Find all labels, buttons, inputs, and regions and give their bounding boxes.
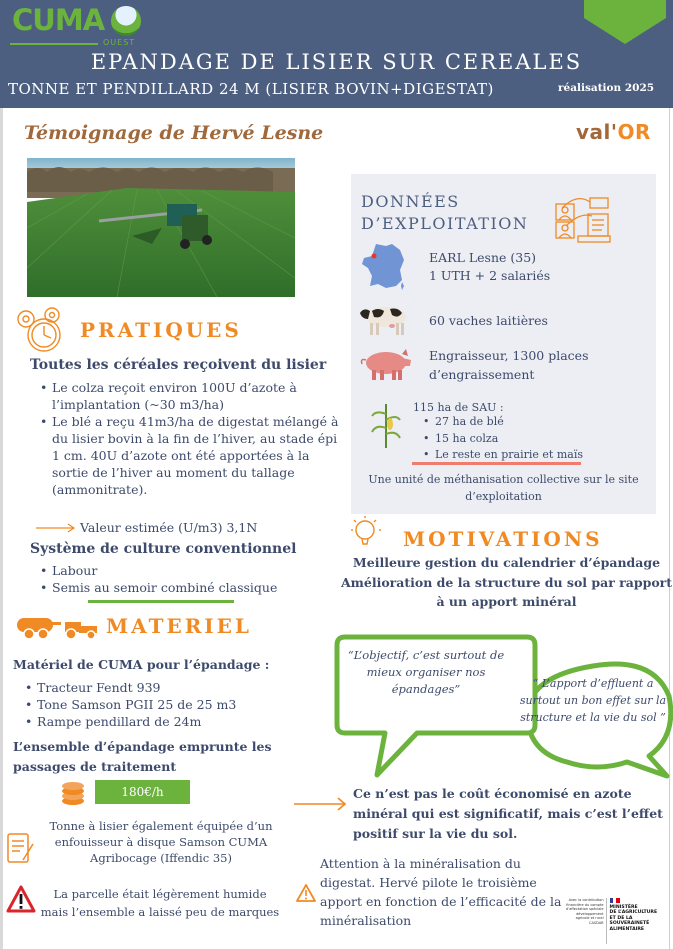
cuma-logo-text: CUMA bbox=[12, 3, 105, 37]
section-title-materiel: MATERIEL bbox=[106, 614, 252, 638]
cout-note: Ce n’est pas le coût économisé en azote minéral qui est significatif, mais c’est l’effet positif sur la vie du sol. bbox=[353, 786, 663, 841]
materiel-lead: Matériel de CUMA pour l’épandage : bbox=[13, 657, 270, 672]
arrow-right-icon bbox=[294, 797, 346, 811]
field-photo bbox=[27, 158, 295, 297]
list-item: • Tracteur Fendt 939 bbox=[25, 679, 236, 696]
ministere-logo bbox=[565, 898, 673, 944]
cuma-logo-subtext: OUEST bbox=[103, 38, 136, 47]
farm-plan-icon bbox=[554, 184, 614, 244]
lightbulb-icon bbox=[350, 514, 384, 548]
document-pencil-icon bbox=[6, 832, 36, 866]
list-item: • 15 ha colza bbox=[423, 431, 583, 448]
methanisation-note: Une unité de méthanisation collective sur le site d’exploitation bbox=[368, 473, 639, 503]
realisation-year: réalisation 2025 bbox=[558, 82, 655, 94]
list-item: • Rampe pendillard de 24m bbox=[25, 713, 236, 730]
page-edge-left bbox=[0, 108, 3, 949]
quote-bubble-2: “ L’apport d’effluent a surtout un bon effet sur la structure et la vie du sol ” bbox=[519, 677, 667, 724]
section-title-pratiques: PRATIQUES bbox=[80, 318, 242, 342]
sau-list bbox=[423, 414, 583, 464]
donnees-title bbox=[361, 191, 528, 235]
ministere-line: ALIMENTAIRE bbox=[609, 926, 645, 932]
pratiques-list bbox=[40, 379, 340, 498]
section-title-motivations: MOTIVATIONS bbox=[403, 527, 603, 551]
valeur-text: Valeur estimée (U/m3) 3,1N bbox=[80, 520, 258, 535]
motivation-2: Amélioration de la structure du sol par rapport à un apport minéral bbox=[340, 574, 673, 609]
logo-divider bbox=[10, 43, 98, 45]
quote-bubble-1: “L’objectif, c’est surtout de mieux organiser nos épandages” bbox=[347, 648, 505, 696]
list-item: • Tone Samson PGII 25 de 25 m3 bbox=[25, 696, 236, 713]
engraisseur-info bbox=[429, 346, 588, 384]
arrow-right-icon bbox=[36, 523, 76, 533]
donnees-title-line2: D’EXPLOITATION bbox=[361, 214, 529, 233]
corner-chevron-icon bbox=[584, 0, 666, 44]
cuma-logo-globe-icon bbox=[111, 6, 141, 36]
engraisseur-line1: Engraisseur, 1300 places bbox=[429, 348, 589, 363]
gears-clock-icon bbox=[14, 305, 66, 355]
earl-uth: 1 UTH + 2 salariés bbox=[429, 268, 551, 283]
pratiques-lead: Toutes les céréales reçoivent du lisier bbox=[30, 357, 327, 373]
earl-info bbox=[429, 249, 550, 285]
systeme-title: Système de culture conventionnel bbox=[30, 541, 297, 557]
engraisseur-line2: d’engraissement bbox=[429, 367, 535, 382]
warning-icon bbox=[295, 883, 317, 903]
tonne-note: Tonne à lisier également équipée d’un enfouisseur à disque Samson CUMA Agribocage (Iffendic 35) bbox=[49, 819, 273, 865]
materiel-list bbox=[25, 679, 236, 730]
earl-name: EARL Lesne (35) bbox=[429, 250, 537, 265]
systeme-list bbox=[40, 562, 277, 596]
vaches-info: 60 vaches laitières bbox=[429, 313, 548, 328]
list-item: • Le colza reçoit environ 100U d’azote à l’implantation (~30 m3/ha) bbox=[40, 379, 340, 413]
list-item: • 27 ha de blé bbox=[423, 414, 583, 431]
pig-icon bbox=[358, 346, 414, 382]
valor-logo-a: val' bbox=[576, 120, 618, 144]
funding-text: Avec la contribution financière du compte d’affectation spéciale développement agricole et rural CASDAR bbox=[565, 898, 607, 944]
list-item: • Labour bbox=[40, 562, 277, 579]
valeur-row bbox=[36, 519, 257, 536]
corn-plant-icon bbox=[370, 402, 402, 448]
french-flag-icon bbox=[610, 898, 620, 903]
motivation-1: Meilleure gestion du calendrier d’épandage bbox=[352, 555, 661, 570]
tractor-tanker-icon bbox=[15, 614, 100, 640]
motivations-text bbox=[340, 553, 673, 612]
ministere-line: ET DE LA SOUVERAINETÉ bbox=[609, 915, 650, 927]
france-map-icon bbox=[362, 240, 406, 292]
sau-title: 115 ha de SAU : bbox=[413, 401, 504, 414]
page-subtitle: TONNE ET PENDILLARD 24 M (LISIER BOVIN+DIGESTAT) bbox=[8, 80, 494, 98]
testimony-title: Témoignage de Hervé Lesne bbox=[24, 122, 324, 144]
list-item: • Le reste en prairie et maïs bbox=[423, 447, 583, 464]
list-item: • Le blé a reçu 41m3/ha de digestat mélangé à du lisier bovin à la fin de l’hiver, au stade épi 1 cm. 40U d’azote ont été apportées à la sortie de l’hiver au moment du tallage (ammonitrate). bbox=[40, 413, 340, 498]
green-underline bbox=[88, 600, 234, 603]
ministere-name bbox=[610, 898, 673, 944]
warning-icon bbox=[6, 885, 36, 913]
attention-note: Attention à la minéralisation du digestat. Hervé pilote le troisième apport en fonction de l’efficacité de la minéralisation bbox=[320, 856, 562, 928]
cow-icon bbox=[358, 301, 414, 337]
parcelle-note: La parcelle était légèrement humide mais l’ensemble a laissé peu de marques bbox=[40, 887, 280, 919]
valor-logo-b: OR bbox=[617, 120, 651, 144]
ministere-line: MINISTÈRE bbox=[609, 905, 638, 910]
page-title: EPANDAGE DE LISIER SUR CEREALES bbox=[90, 50, 583, 74]
donnees-title-line1: DONNÉES bbox=[361, 192, 460, 211]
valor-logo bbox=[576, 120, 651, 144]
list-item: • Semis au semoir combiné classique bbox=[40, 579, 277, 596]
pink-underline bbox=[412, 462, 581, 465]
ministere-line: DE L’AGRICULTURE bbox=[609, 910, 658, 916]
price-badge: 180€/h bbox=[95, 780, 190, 804]
coins-icon bbox=[60, 780, 86, 806]
materiel-note: L’ensemble d’épandage emprunte les passages de traitement bbox=[13, 739, 272, 774]
